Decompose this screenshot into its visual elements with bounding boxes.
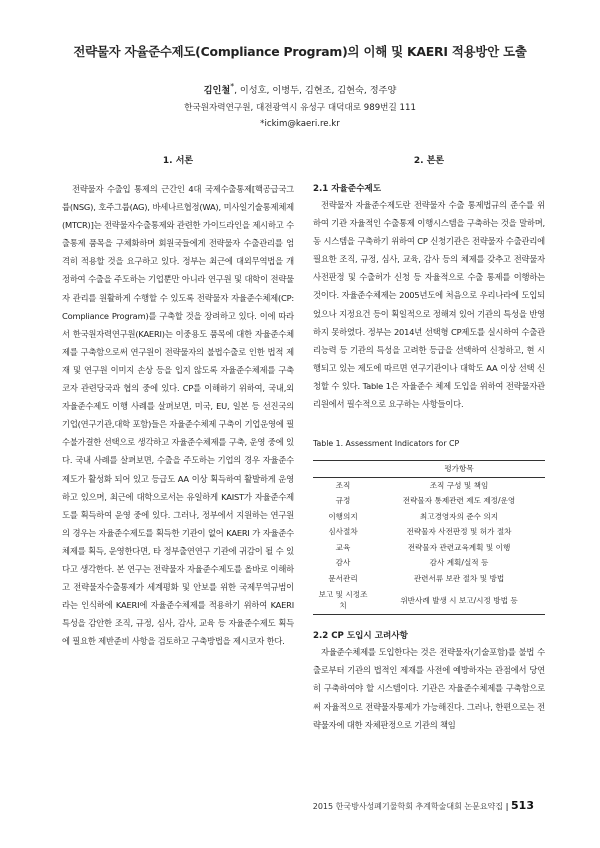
cp-paragraph: 전략물자 자율준수제도란 전략물자 수출 통제법규의 준수를 위하여 기관 자율적인 수출통제 이행시스템을 구축하는 것을 말하며, 동 시스템을 구축하기 위하여 CP 신청기관은 전략물자 수출관리에 필요한 조직, 규정, 심사, 교육, 감사 등의 체제를 갖추고 전략물자 사전판정 및 수출허가 신청 등 자율적으로 수출 통제를 이행하는 것이다. 자율준수체제는 2005년도에 처음으로 우리나라에 도입되었으나 지정요건 등이 획일적으로 정해져 있어 기관의 특성을 반영하지 못하였다. 정부는 2014년 선택형 CP제도를 실시하여 수출관리능력 등 기관의 특성을 고려한 등급을 선택하여 신청하고, 현 시행되고 있는 제도에 따르면 연구기관이나 대학도 AA 이상 선택 신청할 수 있다. Table 1은 자율준수 체제 도입을 위하여 전략물자관리원에서 필수적으로 요구하는 사항들이다. (313, 200, 545, 410)
table-header-empty (313, 461, 373, 478)
table-row-value: 관련서류 보관 절차 및 방법 (413, 573, 505, 583)
table-row (313, 571, 545, 587)
subsection-heading-considerations: 2.2 CP 도입시 고려사항 (313, 631, 408, 642)
table-row-key: 조직 (335, 480, 351, 490)
corresponding-author: 김인철 (203, 85, 231, 97)
paper-title: 전략물자 자율준수제도(Compliance Program)의 이해 및 KAERI 적용방안 도출 (73, 44, 527, 59)
table-caption: Table 1. Assessment Indicators for CP (313, 439, 460, 449)
table-row-key: 교육 (335, 542, 351, 552)
author-list (0, 82, 600, 96)
table-row-value: 전략물자 통제관련 제도 제정/운영 (402, 496, 516, 506)
footer-separator: | (505, 802, 509, 811)
table-row-value: 위반사례 발생 시 보고/시정 방법 등 (373, 586, 545, 615)
table-row (313, 540, 545, 556)
subsection-heading-cp: 2.1 자율준수제도 (313, 184, 382, 194)
table-row-value: 감사 계획/실적 등 (429, 558, 489, 568)
table-header-row (313, 461, 545, 478)
table-row-key: 문서관리 (328, 573, 358, 583)
table-row (313, 509, 545, 525)
affiliation: 한국원자력연구원, 대전광역시 유성구 대덕대로 989번길 111 (184, 103, 416, 113)
table-row-value: 조직 구성 및 책임 (429, 480, 489, 490)
table-row-key: 규정 (335, 496, 351, 506)
table-row-value: 전략물자 사전판정 및 허가 절차 (406, 527, 512, 537)
co-authors: , 이성호, 이병두, 김현조, 김현숙, 정주양 (234, 85, 397, 97)
table-row-value: 전략물자 관련교육계획 및 이행 (407, 542, 511, 552)
footer-text: 2015 한국방사성폐기물학회 추계학술대회 논문요약집 (312, 802, 504, 811)
considerations-paragraph: 자율준수체제를 도입한다는 것은 전략물자(기술포함)를 불법 수출로부터 기관의 법적인 제재를 사전에 예방하자는 관점에서 당연히 구축하여야 할 시스템이다. 기관은 자율준수체제를 구축함으로써 자율적으로 전략물자통제가 가능해진다. 그러나, 한편으로는 전략물자에 대한 자체판정으로 기관의 책임 (313, 647, 545, 730)
table-row (313, 493, 545, 509)
table-row-key: 이행의지 (328, 511, 358, 521)
table-row-key: 심사절차 (328, 527, 358, 537)
page-footer (313, 799, 534, 812)
table-row (313, 524, 545, 540)
table-row-value: 최고경영자의 준수 의지 (419, 511, 499, 521)
table-row (313, 477, 545, 493)
author-mark: * (230, 82, 235, 91)
table-row (313, 586, 545, 615)
section-heading-body: 2. 본론 (413, 156, 445, 166)
table-row-key: 감사 (335, 558, 351, 568)
author-email: *ickim@kaeri.re.kr (260, 119, 340, 129)
table-row (313, 555, 545, 571)
page-number: 513 (511, 799, 534, 812)
intro-paragraph: 전략물자 수출입 통제의 근간인 4대 국제수출통제[핵공급국그룹(NSG), 호주그룹(AG), 바세나르협정(WA), 미사일기술통제체제(MTCR)]는 전략물자수출통제와 관련한 가이드라인을 제시하고 수출통제 품목을 구체화하며 회원국들에게 전략물자 수출관리를 엄격히 적용할 것을 요구하고 있다. 정부는 최근에 대외무역법을 개정하여 수출을 주도하는 기업뿐만 아니라 연구원 및 대학이 전략물자 관리를 원활하게 수행할 수 있도록 전략물자 자율준수체제(CP: Compliance Program)를 구축할 것을 장려하고 있다. 이에 따라서 한국원자력연구원(KAERI)는 이중용도 품목에 대한 자율준수체제를 구축함으로써 연구원이 전략물자의 불법수출로 인한 법적 제재 및 연구원 이미지 손상 등을 입지 않도록 자율준수체제를 구축코자 관련당국과 협의 중에 있다. CP를 이해하기 위하여, 국내,외 자율준수제도 이행 사례를 살펴보면, 미국, EU, 일본 등 선진국의 기업(연구기관,대학 포함)들은 자율준수체제 구축이 기업운영에 필수불가결한 선택으로 생각하고 자율준수체제를 구축, 운영 중에 있다. 국내 사례를 살펴보면, 수출을 주도하는 기업의 경우 자율준수제도가 활성화 되어 있고 등급도 AA 이상 획득하여 활발하게 운영하고 있으며, 최근에 대학으로서는 유일하게 KAIST가 자율준수제도를 획득하여 운영 중에 있다. 그러나, 정부에서 지원하는 연구원의 경우는 자율준수제도를 획득한 기관이 없어 KAERI 가 자율준수체제를 획득, 운영한다면, 타 정부출연연구 기관에 귀감이 될 수 있다고 생각한다. 본 연구는 전략물자 자율준수제도를 올바로 이해하고 전략물자수출통제가 세계평화 및 안보를 위한 국제무역규범이라는 인식하에 KAERI에 자율준수체제를 적용하기 위하여 KAERI 특성을 감안한 조직, 규정, 심사, 감사, 교육 등 자율준수제도 획득에 필요한 제반준비 사항을 검토하고 구축방법을 제시코자 한다. (62, 184, 294, 647)
table-header-cell: 평가항목 (373, 461, 545, 478)
left-column (62, 152, 294, 650)
assessment-table (313, 460, 545, 615)
section-heading-intro: 1. 서론 (162, 156, 194, 166)
table-row-key: 보고 및 시정조치 (313, 586, 373, 615)
right-column (313, 152, 545, 734)
